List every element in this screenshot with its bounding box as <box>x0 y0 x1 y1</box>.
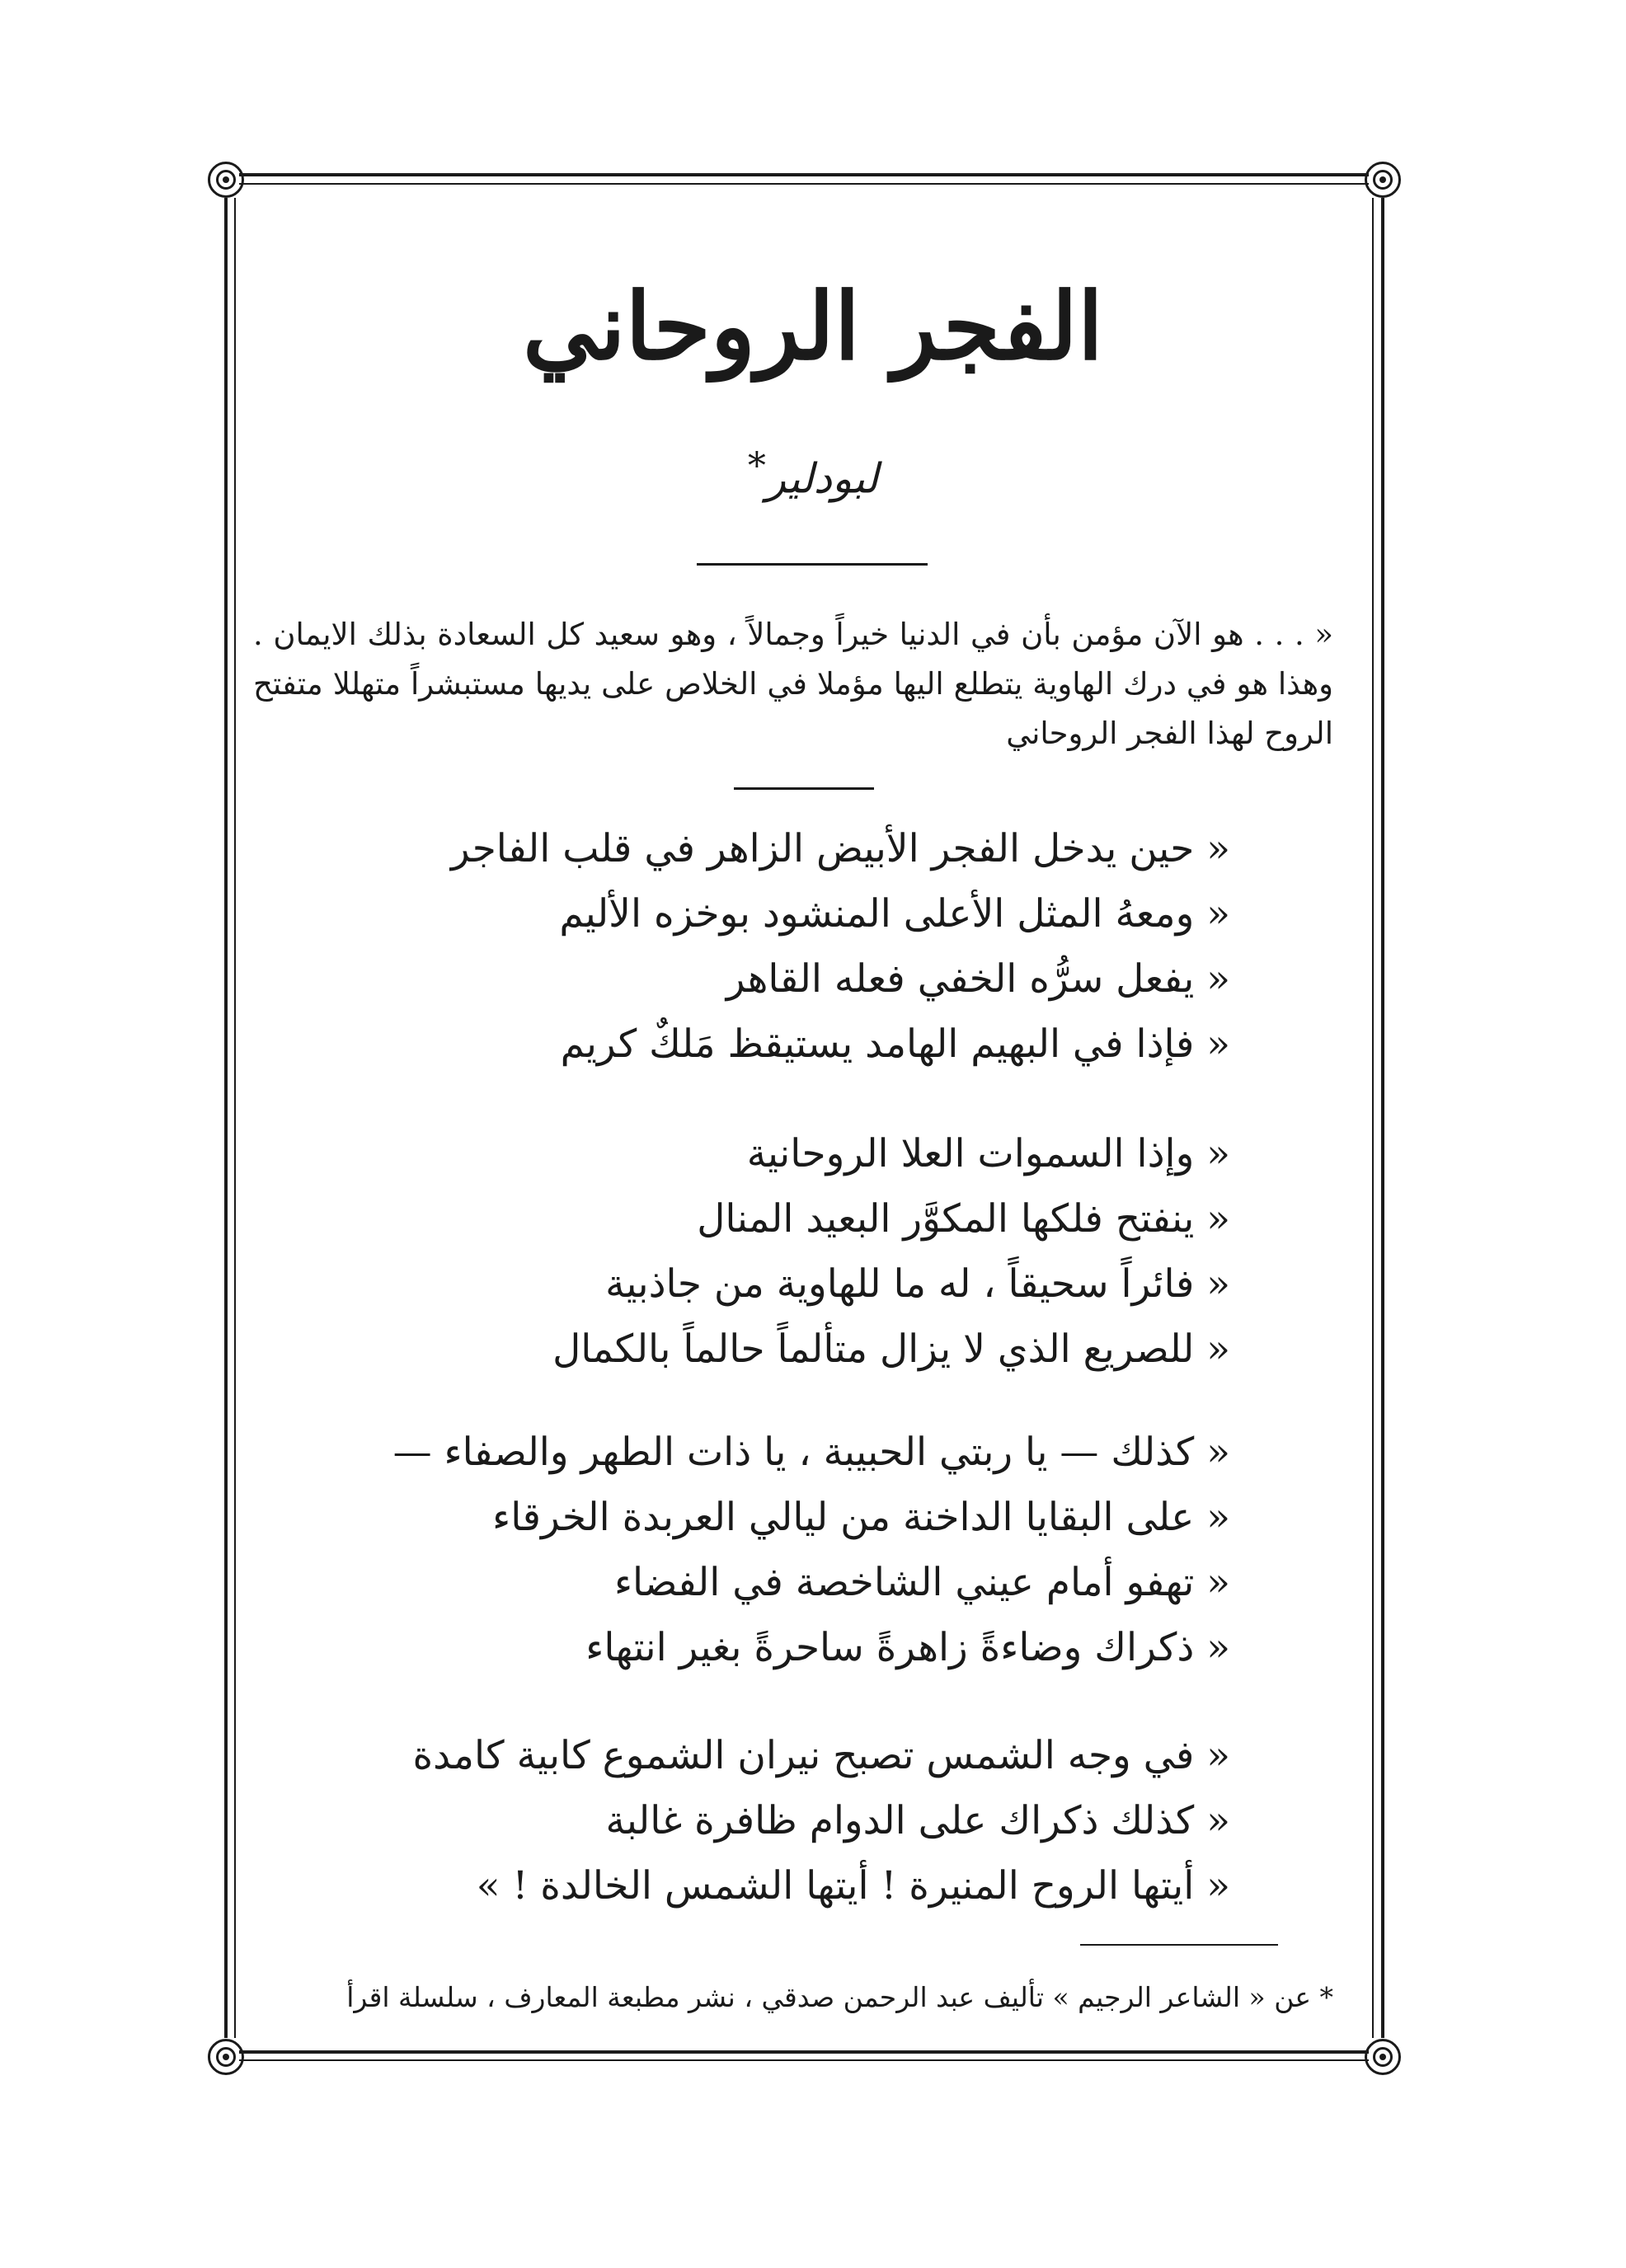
corner-ornament-icon <box>208 162 244 198</box>
intro-paragraph: « . . . هو الآن مؤمن بأن في الدنيا خيراً وجمالاً ، وهو سعيد كل السعادة بذلك الايمان . وهذا هو في درك الهاوية يتطلع اليها مؤملا في الخلاص على يديها مستبشراً متهللا متفتح الروح لهذا الفجر الروحاني <box>253 617 1333 751</box>
verse-line: « حين يدخل الفجر الأبيض الزاهر في قلب الفاجر <box>450 826 1230 871</box>
frame-top-line-inner <box>239 183 1369 185</box>
footnote: * عن « الشاعر الرجيم » تأليف عبد الرحمن صدقي ، نشر مطبعة المعارف ، سلسلة اقرأ <box>346 1981 1333 2013</box>
verse-line: « للصريع الذي لا يزال متألماً حالماً بالكمال <box>552 1327 1230 1372</box>
poem-title: الفجر الروحاني <box>523 273 1103 381</box>
intro-separator <box>734 787 874 790</box>
stanza <box>282 1723 1230 1918</box>
verse-line: « تهفو أمام عيني الشاخصة في الفضاء <box>613 1560 1230 1605</box>
verse-line: « ومعهُ المثل الأعلى المنشود بوخزه الأليم <box>559 891 1230 937</box>
verse-line: « على البقايا الداخنة من ليالي العربدة الخرقاء <box>492 1495 1230 1540</box>
corner-ornament-icon <box>208 2039 244 2075</box>
frame-bottom-line <box>239 2050 1369 2054</box>
verse-line: « فإذا في البهيم الهامد يستيقظ مَلكٌ كريم <box>560 1021 1230 1067</box>
footnote-separator <box>1080 1944 1278 1946</box>
author-name: لبودلير <box>765 454 879 503</box>
verse-line: « ذكراك وضاءةً زاهرةً ساحرةً بغير انتهاء <box>585 1625 1230 1670</box>
verse-line: « ينفتح فلكها المكوَّر البعيد المنال <box>697 1196 1230 1242</box>
verse-line: « كذلك ذكراك على الدوام ظافرة غالبة <box>605 1798 1230 1843</box>
corner-ornament-icon <box>1365 162 1401 198</box>
verse-line: « يفعل سرُّه الخفي فعله القاهر <box>726 956 1230 1002</box>
verse-line: « أيتها الروح المنيرة ! أيتها الشمس الخالدة ! » <box>476 1863 1230 1909</box>
stanza <box>282 1420 1230 1680</box>
verse-line: « كذلك — يا ربتي الحبيبة ، يا ذات الطهر والصفاء — <box>392 1430 1230 1475</box>
frame-bottom-line-inner <box>239 2059 1369 2061</box>
stanza <box>282 816 1230 1077</box>
stanza <box>282 1121 1230 1382</box>
footnote-marker: * <box>747 445 766 487</box>
poem-author <box>0 445 1626 503</box>
title-separator <box>697 563 928 566</box>
corner-ornament-icon <box>1365 2039 1401 2075</box>
verse-line: « في وجه الشمس تصبح نيران الشموع كابية كامدة <box>412 1733 1230 1778</box>
verse-line: « فائراً سحيقاً ، له ما للهاوية من جاذبية <box>605 1261 1230 1307</box>
verse-line: « وإذا السموات العلا الروحانية <box>746 1131 1230 1176</box>
frame-top-line <box>239 173 1369 176</box>
